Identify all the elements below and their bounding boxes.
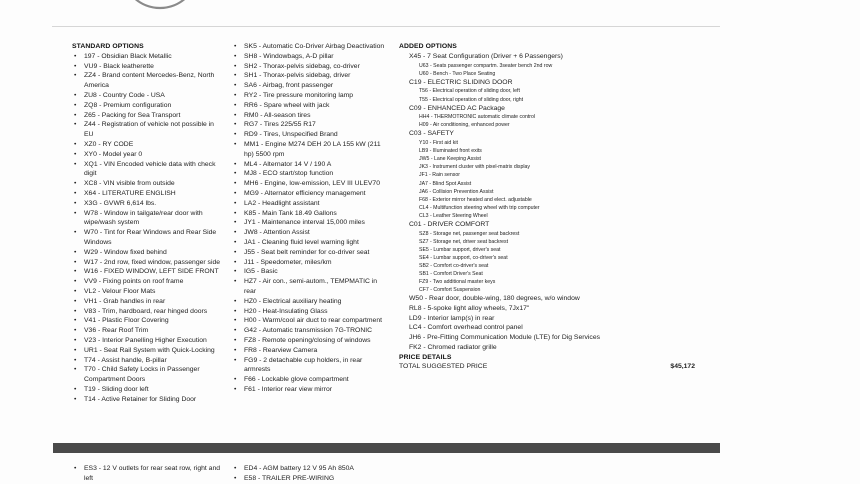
standard-options-list-2 bbox=[232, 42, 390, 395]
option-text: W16 - FIXED WINDOW, LEFT SIDE FRONT bbox=[84, 268, 219, 276]
section-divider-bar bbox=[53, 443, 720, 453]
option-text: T19 - Sliding door left bbox=[84, 385, 149, 393]
bullet-icon: • bbox=[74, 209, 77, 217]
option-item bbox=[72, 101, 224, 111]
option-item bbox=[232, 209, 390, 219]
bullet-icon: • bbox=[74, 307, 77, 315]
option-text: V36 - Rear Roof Trim bbox=[84, 327, 149, 335]
option-text: SA6 - Airbag, front passenger bbox=[244, 82, 334, 90]
option-item bbox=[232, 258, 390, 268]
option-text: Z65 - Packing for Sea Transport bbox=[84, 111, 181, 119]
package-sub-item: U60 - Bench - Two Place Seating bbox=[419, 70, 496, 77]
total-price-value: $45,172 bbox=[670, 363, 695, 371]
bullet-icon: • bbox=[74, 140, 77, 148]
bullet-icon: • bbox=[74, 229, 77, 237]
option-text: RM0 - All-season tires bbox=[244, 111, 311, 119]
option-item bbox=[232, 130, 390, 140]
option-text: ZZ4 - Brand content Mercedes-Benz, North America bbox=[84, 72, 215, 90]
option-text: JY1 - Maintenance interval 15,000 miles bbox=[244, 219, 365, 227]
option-item bbox=[232, 277, 390, 297]
total-price-label: TOTAL SUGGESTED PRICE bbox=[399, 363, 488, 371]
option-text: XQ1 - VIN Encoded vehicle data with check digit bbox=[84, 160, 216, 178]
option-item bbox=[72, 356, 224, 366]
option-text: T70 - Child Safety Locks in Passenger Compartment Doors bbox=[84, 366, 200, 384]
option-item bbox=[232, 42, 390, 52]
option-text: W78 - Window in tailgate/rear door with wipe/wash system bbox=[84, 209, 203, 227]
option-text: H20 - Heat-Insulating Glass bbox=[244, 307, 328, 315]
bullet-icon: • bbox=[74, 356, 77, 364]
bullet-icon: • bbox=[234, 258, 237, 266]
option-text: VV9 - Fixing points on roof frame bbox=[84, 278, 184, 286]
option-text: MM1 - Engine M274 DEH 20 LA 155 kW (211 hp) 5500 rpm bbox=[244, 140, 381, 158]
option-item bbox=[232, 228, 390, 238]
option-text: W17 - 2nd row, fixed window, passenger side bbox=[84, 258, 221, 266]
package-item: LD9 - Interior lamp(s) in rear bbox=[409, 314, 495, 322]
option-item bbox=[232, 71, 390, 81]
bullet-icon: • bbox=[234, 140, 237, 148]
option-text: SH2 - Thorax-pelvis sidebag, co-driver bbox=[244, 62, 360, 70]
option-item bbox=[232, 101, 390, 111]
package-sub-item: SZ7 - Storage net, driver seat backrest bbox=[419, 238, 509, 245]
bullet-icon: • bbox=[74, 199, 77, 207]
option-item bbox=[232, 307, 390, 317]
option-text: F66 - Lockable glove compartment bbox=[244, 376, 349, 384]
bullet-icon: • bbox=[234, 327, 237, 335]
option-text: ES3 - 12 V outlets for rear seat row, right and left bbox=[84, 465, 221, 482]
bullet-icon: • bbox=[234, 248, 237, 256]
package-sub-item: SZ8 - Storage net, passenger seat backrest bbox=[419, 230, 520, 237]
option-text: E58 - TRAILER PRE-WIRING bbox=[244, 474, 335, 482]
option-item bbox=[232, 356, 390, 376]
option-item bbox=[232, 91, 390, 101]
bullet-icon: • bbox=[74, 248, 77, 256]
option-text: XZ0 - RY CODE bbox=[84, 140, 134, 148]
bottom-column-2 bbox=[232, 464, 392, 484]
option-text: SH8 - Windowbags, A-D pillar bbox=[244, 52, 334, 60]
option-text: SK5 - Automatic Co-Driver Airbag Deactivation bbox=[244, 43, 385, 50]
option-item bbox=[72, 316, 224, 326]
package-sub-item: F68 - Exterior mirror heated and elect. adjustable bbox=[419, 196, 532, 203]
bullet-icon: • bbox=[234, 52, 237, 60]
option-item bbox=[72, 179, 224, 189]
option-item bbox=[72, 326, 224, 336]
option-text: 197 - Obsidian Black Metallic bbox=[84, 52, 172, 60]
bullet-icon: • bbox=[234, 72, 237, 80]
package-sub-item: CL4 - Multifunction steering wheel with trip computer bbox=[419, 204, 540, 211]
package-item: FK2 - Chromed radiator grille bbox=[409, 343, 497, 351]
option-text: JW8 - Attention Assist bbox=[244, 229, 310, 237]
package-sub-item: U63 - Seats passenger compartm. 3seater bench 2nd row bbox=[419, 62, 553, 69]
bullet-icon: • bbox=[74, 346, 77, 354]
option-item bbox=[232, 336, 390, 346]
option-item bbox=[232, 120, 390, 130]
option-item bbox=[232, 464, 392, 474]
bullet-icon: • bbox=[234, 170, 237, 178]
bullet-icon: • bbox=[234, 189, 237, 197]
bullet-icon: • bbox=[234, 229, 237, 237]
package-sub-item: JA7 - Blind Spot Assist bbox=[419, 180, 472, 187]
bullet-icon: • bbox=[234, 111, 237, 119]
bullet-icon: • bbox=[234, 465, 237, 472]
option-item bbox=[72, 62, 224, 72]
package-sub-item: Y10 - First aid kit bbox=[419, 140, 458, 147]
bullet-icon: • bbox=[74, 121, 77, 129]
package-sub-item: SB1 - Comfort Driver's Seat bbox=[419, 270, 483, 277]
option-text: W70 - Tint for Rear Windows and Rear Side Windows bbox=[84, 229, 217, 246]
bullet-icon: • bbox=[74, 366, 77, 374]
package-sub-item: SE4 - Lumbar support, co-driver's seat bbox=[419, 254, 508, 261]
option-item bbox=[72, 248, 224, 258]
bullet-icon: • bbox=[74, 111, 77, 119]
bullet-icon: • bbox=[74, 327, 77, 335]
bullet-icon: • bbox=[234, 356, 237, 364]
option-text: VU9 - Black leatherette bbox=[84, 62, 154, 70]
option-item bbox=[232, 160, 390, 170]
option-text: RY2 - Tire pressure monitoring lamp bbox=[244, 91, 354, 99]
option-item bbox=[232, 346, 390, 356]
package-sub-item: FZ9 - Two additional master keys bbox=[419, 278, 496, 285]
option-item bbox=[232, 189, 390, 199]
option-item bbox=[232, 316, 390, 326]
package-sub-item: H09 - Air conditioning, enhanced power bbox=[419, 122, 510, 129]
option-text: Z44 - Registration of vehicle not possible in EU bbox=[84, 121, 214, 139]
option-text: X3G - GVWR 6,614 lbs. bbox=[84, 199, 157, 207]
option-item bbox=[72, 140, 224, 150]
bullet-icon: • bbox=[234, 474, 237, 482]
option-item bbox=[232, 52, 390, 62]
option-item bbox=[72, 160, 224, 180]
bullet-icon: • bbox=[74, 465, 77, 472]
option-item bbox=[232, 238, 390, 248]
option-text: H00 - Warm/cool air duct to rear compartment bbox=[244, 317, 382, 325]
bullet-icon: • bbox=[234, 160, 237, 168]
added-options-column bbox=[399, 42, 695, 372]
package-item: C19 - ELECTRIC SLIDING DOOR bbox=[409, 78, 513, 86]
option-item bbox=[72, 385, 224, 395]
option-text: MH6 - Engine, low-emission, LEV III ULEV70 bbox=[244, 180, 380, 188]
option-text: FG9 - 2 detachable cup holders, in rear armrests bbox=[244, 356, 363, 374]
option-text: VH1 - Grab handles in rear bbox=[84, 297, 166, 305]
option-item bbox=[232, 218, 390, 228]
package-sub-item: SE5 - Lumbar support, driver's seat bbox=[419, 246, 501, 253]
option-item bbox=[72, 150, 224, 160]
option-text: W29 - Window fixed behind bbox=[84, 248, 167, 256]
bullet-icon: • bbox=[74, 278, 77, 286]
option-text: IG5 - Basic bbox=[244, 268, 278, 276]
package-sub-item: CL3 - Leather Steering Wheel bbox=[419, 212, 488, 219]
option-text: MG9 - Alternator efficiency management bbox=[244, 189, 366, 197]
option-item bbox=[232, 385, 390, 395]
option-text: ML4 - Alternator 14 V / 190 A bbox=[244, 160, 332, 168]
package-item: C01 - DRIVER COMFORT bbox=[409, 220, 490, 228]
bullet-icon: • bbox=[234, 219, 237, 227]
option-item bbox=[232, 474, 392, 484]
added-options-list bbox=[399, 52, 695, 353]
bullet-icon: • bbox=[234, 385, 237, 393]
option-item bbox=[232, 267, 390, 277]
package-sub-item: HH4 - THERMOTRONIC automatic climate control bbox=[419, 114, 536, 121]
package-item: RL8 - 5-spoke light alloy wheels, 7Jx17" bbox=[409, 304, 530, 312]
standard-options-column-2 bbox=[232, 42, 390, 395]
option-item bbox=[72, 267, 224, 277]
option-text: LA2 - Headlight assistant bbox=[244, 199, 320, 207]
option-text: HZ7 - Air con., semi-autom., TEMPMATIC in rear bbox=[244, 278, 378, 295]
bullet-icon: • bbox=[74, 52, 77, 60]
package-item: C03 - SAFETY bbox=[409, 130, 454, 138]
standard-options-list-1 bbox=[72, 52, 224, 405]
bullet-icon: • bbox=[234, 307, 237, 315]
option-item bbox=[72, 199, 224, 209]
bottom-list-2 bbox=[232, 464, 392, 484]
option-item bbox=[72, 52, 224, 62]
option-item bbox=[232, 248, 390, 258]
option-item bbox=[72, 365, 224, 385]
bullet-icon: • bbox=[234, 131, 237, 139]
bullet-icon: • bbox=[234, 62, 237, 70]
option-text: V23 - Interior Panelling Higher Execution bbox=[84, 336, 207, 344]
option-text: T74 - Assist handle, B-pillar bbox=[84, 356, 167, 364]
bottom-list-1 bbox=[72, 464, 224, 484]
total-price-row bbox=[399, 362, 695, 372]
option-item bbox=[72, 287, 224, 297]
bullet-icon: • bbox=[74, 395, 77, 403]
package-sub-item: LB9 - Illuminated front exits bbox=[419, 148, 482, 155]
option-item bbox=[232, 179, 390, 189]
option-text: X64 - LITERATURE ENGLISH bbox=[84, 189, 176, 197]
option-text: FR8 - Rearview Camera bbox=[244, 346, 318, 354]
bullet-icon: • bbox=[74, 72, 77, 80]
option-item bbox=[72, 189, 224, 199]
package-item: C09 - ENHANCED AC Package bbox=[409, 104, 505, 112]
option-text: SH1 - Thorax-pelvis sidebag, driver bbox=[244, 72, 351, 80]
bullet-icon: • bbox=[234, 91, 237, 99]
option-text: ED4 - AGM battery 12 V 95 Ah 850A bbox=[244, 465, 354, 472]
bullet-icon: • bbox=[74, 287, 77, 295]
package-sub-item: SB2 - Comfort co-driver's seat bbox=[419, 262, 489, 269]
bullet-icon: • bbox=[234, 317, 237, 325]
option-item bbox=[72, 111, 224, 121]
bullet-icon: • bbox=[234, 346, 237, 354]
bullet-icon: • bbox=[234, 121, 237, 129]
option-item bbox=[72, 71, 224, 91]
option-item bbox=[72, 258, 224, 268]
option-text: F61 - Interior rear view mirror bbox=[244, 385, 332, 393]
bullet-icon: • bbox=[234, 82, 237, 90]
option-item bbox=[72, 297, 224, 307]
bullet-icon: • bbox=[234, 268, 237, 276]
package-item: X45 - 7 Seat Configuration (Driver + 6 Passengers) bbox=[409, 52, 563, 60]
package-item: LC4 - Comfort overhead control panel bbox=[409, 324, 523, 332]
bullet-icon: • bbox=[234, 199, 237, 207]
bullet-icon: • bbox=[74, 180, 77, 188]
bullet-icon: • bbox=[234, 101, 237, 109]
option-text: RR6 - Spare wheel with jack bbox=[244, 101, 330, 109]
option-text: G42 - Automatic transmission 7G-TRONIC bbox=[244, 327, 373, 335]
bullet-icon: • bbox=[74, 385, 77, 393]
bullet-icon: • bbox=[234, 297, 237, 305]
option-item bbox=[72, 336, 224, 346]
bullet-icon: • bbox=[234, 336, 237, 344]
bullet-icon: • bbox=[74, 160, 77, 168]
package-sub-item: JW5 - Lane Keeping Assist bbox=[419, 156, 481, 163]
bullet-icon: • bbox=[74, 189, 77, 197]
bullet-icon: • bbox=[234, 209, 237, 217]
option-item bbox=[232, 140, 390, 160]
bullet-icon: • bbox=[74, 317, 77, 325]
package-sub-item: T55 - Electrical operation of sliding door, right bbox=[419, 96, 524, 103]
package-sub-item: JF1 - Rain sensor bbox=[419, 172, 460, 179]
option-item bbox=[72, 277, 224, 287]
bullet-icon: • bbox=[234, 43, 237, 50]
added-options-heading: ADDED OPTIONS bbox=[399, 43, 457, 50]
option-item bbox=[232, 169, 390, 179]
option-item bbox=[72, 346, 224, 356]
brand-logo bbox=[120, 0, 200, 20]
option-text: RD9 - Tires, Unspecified Brand bbox=[244, 131, 338, 139]
option-text: V83 - Trim, hardboard, rear hinged doors bbox=[84, 307, 208, 315]
option-item bbox=[232, 326, 390, 336]
option-text: V41 - Plastic Floor Covering bbox=[84, 317, 169, 325]
option-item bbox=[72, 91, 224, 101]
option-item bbox=[232, 375, 390, 385]
option-item bbox=[232, 81, 390, 91]
price-details-heading: PRICE DETAILS bbox=[399, 353, 452, 361]
bullet-icon: • bbox=[74, 62, 77, 70]
bullet-icon: • bbox=[74, 336, 77, 344]
bullet-icon: • bbox=[74, 297, 77, 305]
package-sub-item: CF7 - Comfort Suspension bbox=[419, 286, 481, 293]
option-item bbox=[72, 307, 224, 317]
bullet-icon: • bbox=[74, 101, 77, 109]
option-text: FZ8 - Remote opening/closing of windows bbox=[244, 336, 371, 344]
bullet-icon: • bbox=[74, 150, 77, 158]
option-item bbox=[232, 199, 390, 209]
option-text: RG7 - Tires 225/55 R17 bbox=[244, 121, 316, 129]
option-text: UR1 - Seat Rail System with Quick-Locking bbox=[84, 346, 215, 354]
bullet-icon: • bbox=[74, 91, 77, 99]
package-sub-item: JA6 - Collision Prevention Assist bbox=[419, 188, 494, 195]
bullet-icon: • bbox=[234, 238, 237, 246]
option-item bbox=[72, 228, 224, 248]
option-text: JA1 - Cleaning fluid level warning light bbox=[244, 238, 359, 246]
option-item bbox=[72, 120, 224, 140]
package-sub-item: T56 - Electrical operation of sliding door, left bbox=[419, 88, 520, 95]
option-item bbox=[72, 464, 224, 484]
standard-options-column-1 bbox=[72, 42, 224, 404]
option-text: XY0 - Model year 0 bbox=[84, 150, 143, 158]
package-sub-item: JK3 - Instrument cluster with pixel-matrix display bbox=[419, 164, 530, 171]
bottom-column-1 bbox=[72, 464, 224, 484]
option-text: ZU8 - Country Code - USA bbox=[84, 91, 165, 99]
option-item bbox=[72, 209, 224, 229]
option-text: J55 - Seat belt reminder for co-driver seat bbox=[244, 248, 370, 256]
standard-options-heading: STANDARD OPTIONS bbox=[72, 43, 144, 50]
bullet-icon: • bbox=[74, 268, 77, 276]
bullet-icon: • bbox=[234, 180, 237, 188]
top-divider bbox=[52, 26, 720, 27]
option-text: J11 - Speedometer, miles/km bbox=[244, 258, 332, 266]
option-text: T14 - Active Retainer for Sliding Door bbox=[84, 395, 197, 403]
option-item bbox=[232, 111, 390, 121]
package-item: JH6 - Pre-Fitting Communication Module (LTE) for Dig Services bbox=[409, 334, 600, 342]
option-text: HZ0 - Electrical auxiliary heating bbox=[244, 297, 342, 305]
option-text: ZQ8 - Premium configuration bbox=[84, 101, 172, 109]
bullet-icon: • bbox=[74, 258, 77, 266]
option-item bbox=[232, 62, 390, 72]
option-text: MJ8 - ECO start/stop function bbox=[244, 170, 334, 178]
option-text: K85 - Main Tank 18.49 Gallons bbox=[244, 209, 337, 217]
bullet-icon: • bbox=[234, 376, 237, 384]
package-item: W50 - Rear door, double-wing, 180 degrees, w/o window bbox=[409, 294, 580, 302]
option-item bbox=[72, 395, 224, 405]
bullet-icon: • bbox=[234, 278, 237, 286]
option-item bbox=[232, 297, 390, 307]
option-text: XC8 - VIN visible from outside bbox=[84, 180, 175, 188]
option-text: VL2 - Velour Floor Mats bbox=[84, 287, 156, 295]
